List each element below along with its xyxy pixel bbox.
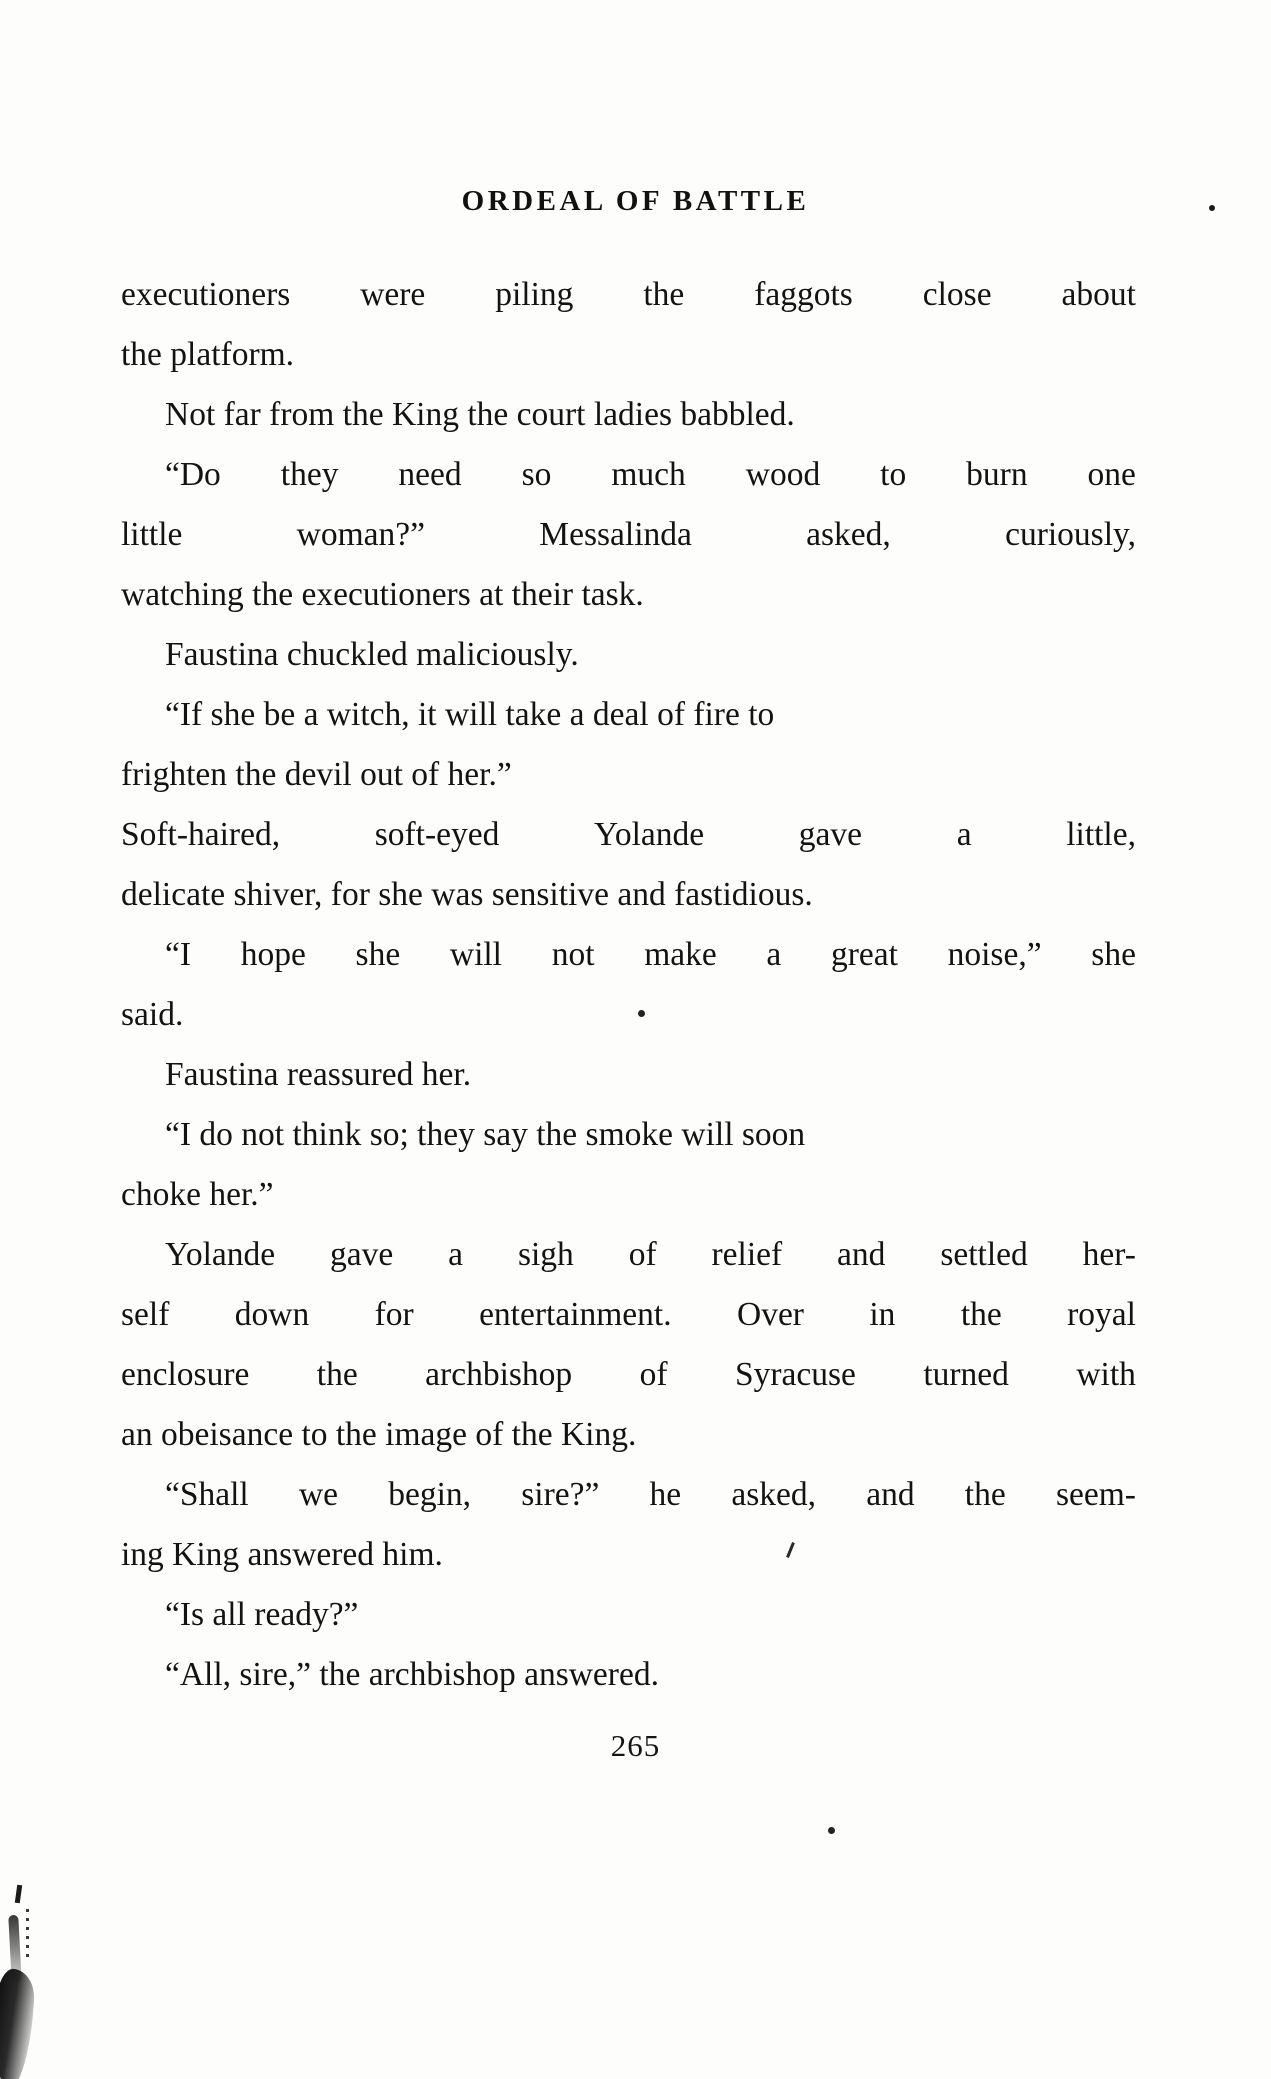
text-line: said. bbox=[121, 996, 184, 1033]
ink-speck-icon bbox=[828, 1827, 835, 1834]
text-line: an obeisance to the image of the King. bbox=[121, 1416, 637, 1453]
binding-streak bbox=[8, 1915, 22, 1983]
paragraph bbox=[121, 925, 1136, 1045]
text-line: “If she be a witch, it will take a deal of fire to bbox=[165, 696, 775, 733]
paragraph bbox=[121, 625, 1136, 685]
page-body-text bbox=[121, 265, 1136, 1705]
text-line: the platform. bbox=[121, 336, 295, 373]
text-line: executioners were piling the faggots close about bbox=[121, 276, 1136, 313]
page-number: 265 bbox=[610, 1728, 661, 1763]
text-line: choke her.” bbox=[121, 1176, 274, 1213]
text-line: little woman?” Messalinda asked, curiously, bbox=[121, 516, 1136, 553]
paragraph bbox=[121, 445, 1136, 625]
paragraph bbox=[121, 385, 1136, 445]
text-line: “I hope she will not make a great noise,” she bbox=[165, 936, 1136, 973]
paragraph bbox=[121, 805, 1136, 925]
text-line: Soft-haired, soft-eyed Yolande gave a little, bbox=[121, 816, 1136, 853]
paragraph bbox=[121, 1045, 1136, 1105]
paragraph bbox=[121, 685, 1136, 805]
text-line: Yolande gave a sigh of relief and settled her- bbox=[165, 1236, 1136, 1273]
text-line: “Shall we begin, sire?” he asked, and the seem- bbox=[165, 1476, 1136, 1513]
text-line: “Is all ready?” bbox=[165, 1596, 359, 1633]
text-line: self down for entertainment. Over in the royal bbox=[121, 1296, 1136, 1333]
binding-smear bbox=[0, 1968, 36, 2079]
binding-tick bbox=[15, 1885, 22, 1904]
text-line: enclosure the archbishop of Syracuse turned with bbox=[121, 1356, 1136, 1393]
paragraph bbox=[121, 1585, 1136, 1645]
text-line: delicate shiver, for she was sensitive and fastidious. bbox=[121, 876, 813, 913]
paragraph bbox=[121, 1225, 1136, 1465]
paragraph bbox=[121, 1645, 1136, 1705]
scan-binding-artifact bbox=[0, 1869, 46, 2079]
text-line: watching the executioners at their task. bbox=[121, 576, 644, 613]
text-line: Not far from the King the court ladies babbled. bbox=[165, 396, 795, 433]
text-line: “I do not think so; they say the smoke will soon bbox=[165, 1116, 806, 1153]
binding-dots bbox=[26, 1909, 29, 1959]
ink-speck-icon bbox=[638, 1010, 645, 1017]
ink-speck-icon bbox=[1209, 205, 1215, 211]
paragraph bbox=[121, 1105, 1136, 1225]
paragraph bbox=[121, 265, 1136, 385]
page-running-head: ORDEAL OF BATTLE bbox=[461, 185, 810, 217]
text-line: frighten the devil out of her.” bbox=[121, 756, 512, 793]
text-line: Faustina chuckled maliciously. bbox=[165, 636, 579, 673]
text-line: ing King answered him. bbox=[121, 1536, 443, 1573]
text-line: Faustina reassured her. bbox=[165, 1056, 472, 1093]
text-line: “All, sire,” the archbishop answered. bbox=[165, 1656, 659, 1693]
text-line: “Do they need so much wood to burn one bbox=[165, 456, 1136, 493]
paragraph bbox=[121, 1465, 1136, 1585]
